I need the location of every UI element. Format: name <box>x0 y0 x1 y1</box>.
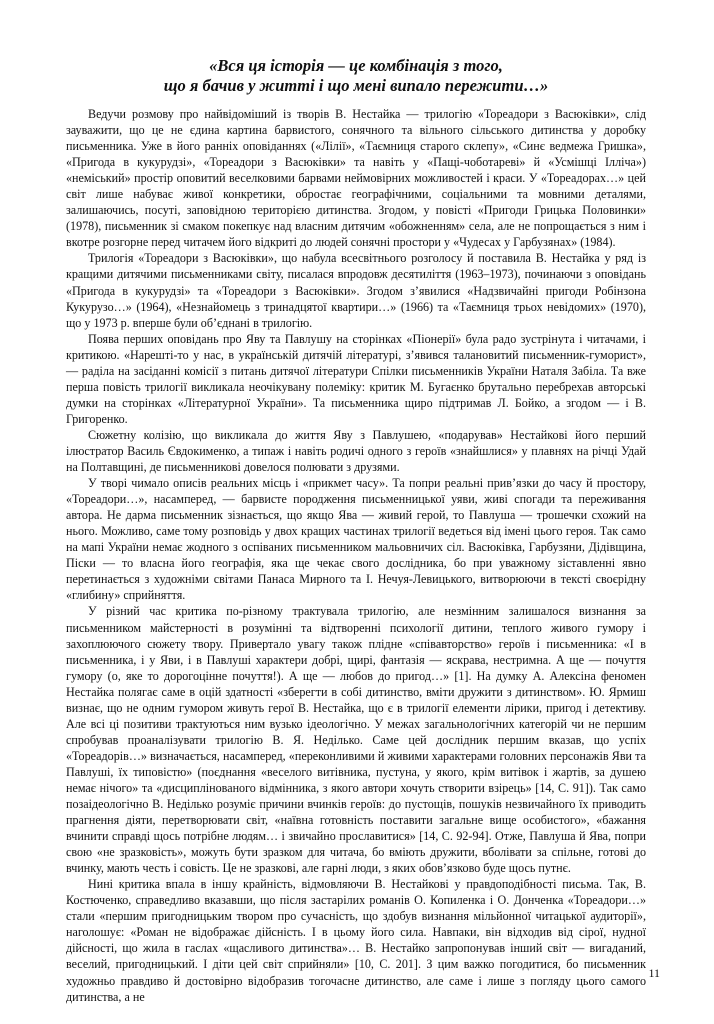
paragraph: Трилогія «Тореадори з Васюківки», що набула всесвітнього розголосу й поставила В. Нестайка у ряд із кращими дитячими письменниками світу, писалася впродовж десятиліття (1963–1973), починаючи з оповідань «Пригода в кукурудзі» та «Тореадори з Васюківки». Згодом з’явилися «Надзвичайні пригоди Робінзона Кукурузо…» (1964), «Незнайомець з тринадцятої квартири…» (1966) та «Таємниця трьох невідомих» (1970), що у 1973 р. вперше були об’єднані в трилогію. <box>66 251 646 330</box>
paragraph: У творі чимало описів реальних місць і «прикмет часу». Та попри реальні прив’язки до часу й простору, «Тореадори…», насамперед, — барвисте породження письменницької уяви, живі спогади та переживання автора. Не дарма письменник зізнається, що якщо Ява — живий герой, то Павлуша — трошечки схожий на нього. Можливо, саме тому розповідь у двох кращих частинах трилогії ведеться від імені цього героя. Так само на мапі України немає жодного з оспіваних письменником мальовничих сіл. Васюківка, Гарбузяни, Дідівщина, Піски — то власна його географія, яка ще чекає свого дослідника, бо при уважному зіставленні явно перетинається з художніми світами Панаса Мирного та І. Нечуя-Левицького, витворюючи в тексті своєрідну «глибину» сприйняття. <box>66 476 646 603</box>
page-number: 11 <box>648 966 660 980</box>
paragraph: Нині критика впала в іншу крайність, відмовляючи В. Нестайкові у правдоподібності письма. Так, В. Костюченко, справедливо вказавши, що після застарілих романів О. Копиленка і О. Донченка «Тореадори…» стали «першим пригодницьким твором про сучасність, що здобув визнання мільйонної читацької аудиторії», наголошує: «Роман не відображає дійсність. І в цьому його сила. Навпаки, він відходив від сірої, нудної дійсності, що жила в гаслах «щасливого дитинства»… В. Нестайко запропонував інший світ — вигаданий, веселий, пригодницький. І діти цей світ сприйняли» [10, С. 201]. З цим важко погодитися, бо письменник художньо правдиво й достовірно відобразив тогочасне дитинство, але саме і лише з погляду цього самого дитинства, а не <box>66 877 646 1004</box>
article-title <box>66 56 646 96</box>
paragraph: У різний час критика по-різному трактувала трилогію, але незмінним залишалося визнання за письменником майстерності в розумінні та відтворенні психології дитини, теплого живого гумору і захоплюючого сюжету твору. Привертало увагу також плідне «співавторство» героїв і письменника: «І в письменника, і у Яви, і в Павлуші характери добрі, щирі, фантазія — яскрава, нестримна. А ще — почуття гумору (о, яке то дорогоцінне почуття!). А ще — любов до пригод…» [1]. На думку А. Алексіна феномен Нестайка полягає саме в оцій здатності «зберегти в собі дитинство, вміти дружити з дитинством». Ю. Ярмиш визнає, що не одним гумором живуть герої В. Нестайка, що є в трилогії елементи лірики, пригод і детективу. Але всі ці позитиви трактуються ним вузько ідеологічно. У межах загальнологічних категорій чи не першим спробував проаналізувати трилогію В. Я. Неділько. Саме цей дослідник першим вказав, що успіх «Тореадорів…» визначається, насамперед, «переконливими й живими характерами головних персонажів Яви та Павлуші, їх типовістю» (поєднання «веселого витівника, пустуна, у якого, крім витівок і жартів, за душею немає нічого» та «дисциплінованого відмінника, з якого автори хочуть створити взірець» [14, С. 91]). Так само позаідеологічно В. Неділько розуміє причини вчинків героїв: до пустощів, пошуків незвичайного їх приводить прагнення діяти, перетворювати світ, «наївна готовність поставити загальне вище особистого», «бажання вчинити справді щось потрібне людям… і звичайно прославитися» [14, С. 92-94]. Отже, Павлуша й Ява, попри свою «не зразковість», можуть бути зразком для читача, бо вміють дружити, вболівати за спільне, готові до вчинку, мають честь і совість. Це не зразкові, але гарні люди, з яких обов’язково буде щось путнє. <box>66 604 646 876</box>
paragraph: Ведучи розмову про найвідоміший із творів В. Нестайка — трилогію «Тореадори з Васюківки», слід зауважити, що це не єдина картина барвистого, сонячного та вільного сільського дитинства у доробку письменника. Уже в його ранніх оповіданнях («Лілії», «Таємниця старого склепу», «Синє ведмежа Гришка», «Пригода в кукурудзі», «Тореадори з Васюківки» та навіть у «Пащі-чоботареві» й «Усмішці Ілліча») «неміський» простір оповитий веселковими барвами неймовірних можливостей і краси. У «Тореадорах…» цей світ лише набуває живої конкретики, обростає географічними, соціальними та мовними деталями, залишаючись, посуті, заповідною територією дитинства. Згодом, у повісті «Пригоди Грицька Половинки» (1978), письменник зі смаком покепкує над власним дитячим «обожненням» села, але не попрощається з ним і вкотре розгорне перед читачем його відкриті до людей сонячні простори у «Чудесах у Гарбузянах» (1984). <box>66 107 646 250</box>
title-line-1: «Вся ця історія — це комбінація з того, <box>209 56 503 75</box>
paragraph: Поява перших оповідань про Яву та Павлушу на сторінках «Піонерії» була радо зустрінута і читачами, і критикою. «Нарешті-то у нас, в українській дитячій літературі, з’явився талановитий письменник-гуморист», — раділа на засіданні комісії з питань дитячої літератури Спілки письменників України Наталя Забіла. Та вже перша повість трилогії викликала неочікувану полеміку: критик М. Бугаєнко брутально перебрехав авторські думки на сторінках «Літературної України». Та письменника щиро підтримав Л. Бойко, а згодом — і В. Григоренко. <box>66 331 646 426</box>
article-body <box>66 106 646 1005</box>
title-line-2: що я бачив у житті і що мені випало пережити…» <box>163 76 549 95</box>
paragraph: Сюжетну колізію, що викликала до життя Яву з Павлушею, «подарував» Нестайкові його перший ілюстратор Василь Євдокименко, а типаж і навіть родичі одного з героїв «знайшлися» у плавнях на річці Удай на Полтавщині, де письменникові довелося полювати з друзями. <box>66 427 646 475</box>
